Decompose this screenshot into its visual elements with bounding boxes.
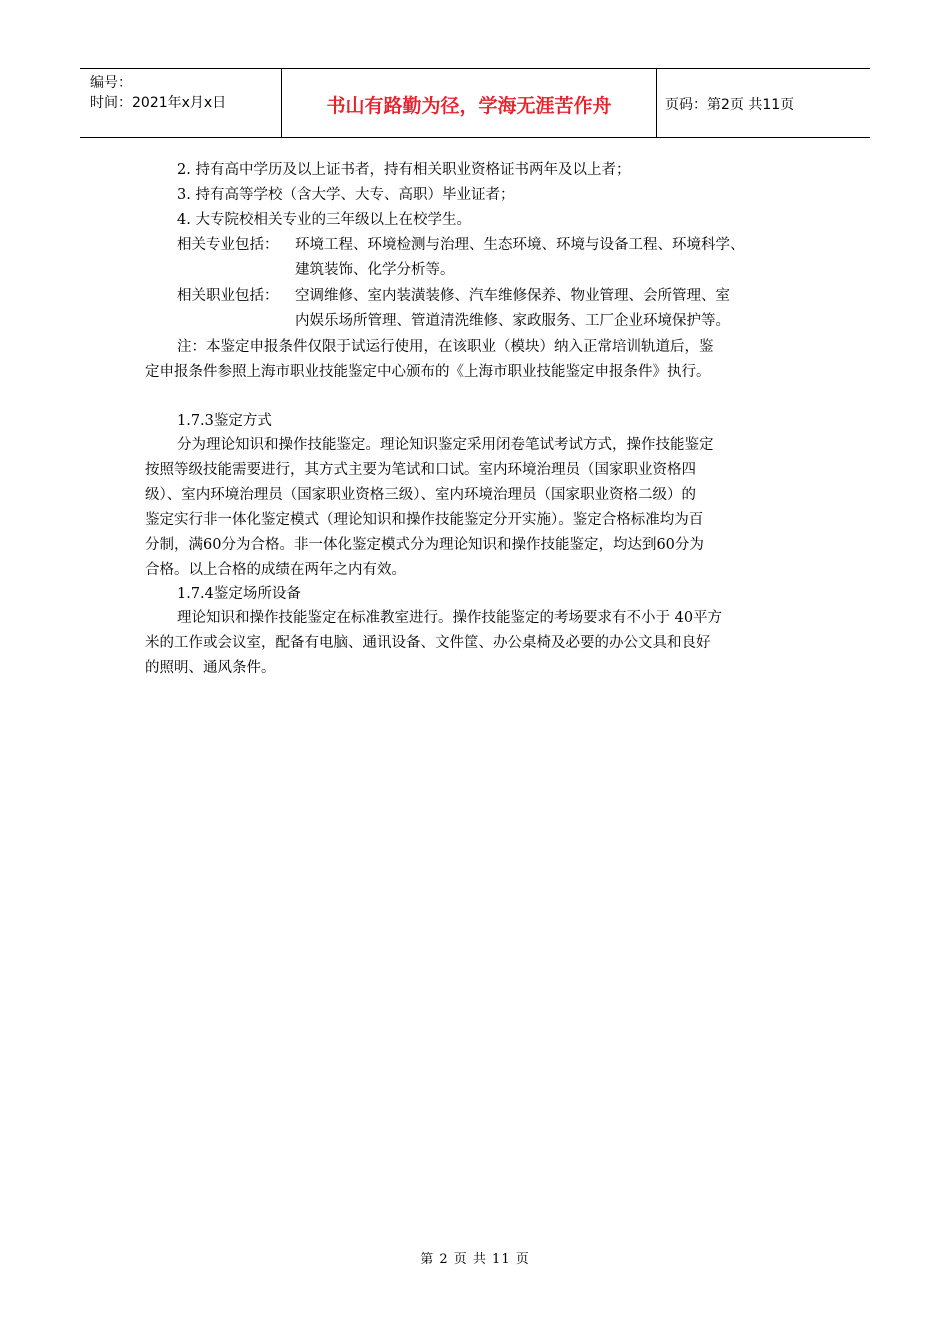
header-page-info: 页码：第2页 共11页	[665, 97, 795, 113]
related-jobs-label: 相关职业包括：	[177, 288, 279, 304]
paragraph-line: 鉴定实行非一体化鉴定模式（理论知识和操作技能鉴定分开实施）。鉴定合格标准均为百	[145, 512, 704, 528]
header-page-cell	[657, 69, 870, 137]
note-paragraph: 定申报条件参照上海市职业技能鉴定中心颁布的《上海市职业技能鉴定申报条件》执行。	[145, 364, 711, 380]
paragraph-line: 合格。以上合格的成绩在两年之内有效。	[145, 562, 406, 578]
section-heading: 1.7.3鉴定方式	[177, 413, 272, 429]
document-number-label: 编号：	[90, 75, 132, 91]
paragraph-line: 分制，满60分为合格。非一体化鉴定模式分为理论知识和操作技能鉴定，均达到60分为	[145, 537, 704, 553]
paragraph-line: 分为理论知识和操作技能鉴定。理论知识鉴定采用闭卷笔试考试方式，操作技能鉴定	[177, 437, 714, 453]
related-majors-text: 环境工程、环境检测与治理、生态环境、环境与设备工程、环境科学、	[295, 237, 745, 253]
paragraph-line: 理论知识和操作技能鉴定在标准教室进行。操作技能鉴定的考场要求有不小于 40平方	[177, 610, 723, 626]
header-meta	[80, 69, 281, 137]
list-item: 2. 持有高中学历及以上证书者，持有相关职业资格证书两年及以上者；	[177, 162, 631, 178]
paragraph-line: 米的工作或会议室，配备有电脑、通讯设备、文件筐、办公桌椅及必要的办公文具和良好	[145, 635, 711, 651]
paragraph-line: 级）、室内环境治理员（国家职业资格三级）、室内环境治理员（国家职业资格二级）的	[145, 487, 696, 503]
document-date: 时间：2021年x月x日	[90, 95, 227, 111]
page-header	[80, 68, 870, 138]
list-item: 4. 大专院校相关专业的三年级以上在校学生。	[177, 212, 471, 228]
related-majors-text: 建筑装饰、化学分析等。	[295, 262, 455, 278]
header-motto-cell	[281, 69, 657, 137]
paragraph-line: 按照等级技能需要进行，其方式主要为笔试和口试。室内环境治理员（国家职业资格四	[145, 462, 696, 478]
related-jobs-text: 内娱乐场所管理、管道清洗维修、家政服务、工厂企业环境保护等。	[295, 313, 730, 329]
list-item: 3. 持有高等学校（含大学、大专、高职）毕业证者；	[177, 187, 515, 203]
related-jobs-text: 空调维修、室内装潢装修、汽车维修保养、物业管理、会所管理、室	[295, 288, 730, 304]
related-majors-label: 相关专业包括：	[177, 237, 279, 253]
section-heading: 1.7.4鉴定场所设备	[177, 586, 301, 602]
header-motto: 书山有路勤为径，学海无涯苦作舟	[326, 95, 612, 117]
page-footer: 第 2 页 共 11 页	[420, 1252, 530, 1267]
note-paragraph: 注：本鉴定申报条件仅限于试运行使用，在该职业（模块）纳入正常培训轨道后，鉴	[177, 339, 714, 355]
paragraph-line: 的照明、通风条件。	[145, 660, 276, 676]
